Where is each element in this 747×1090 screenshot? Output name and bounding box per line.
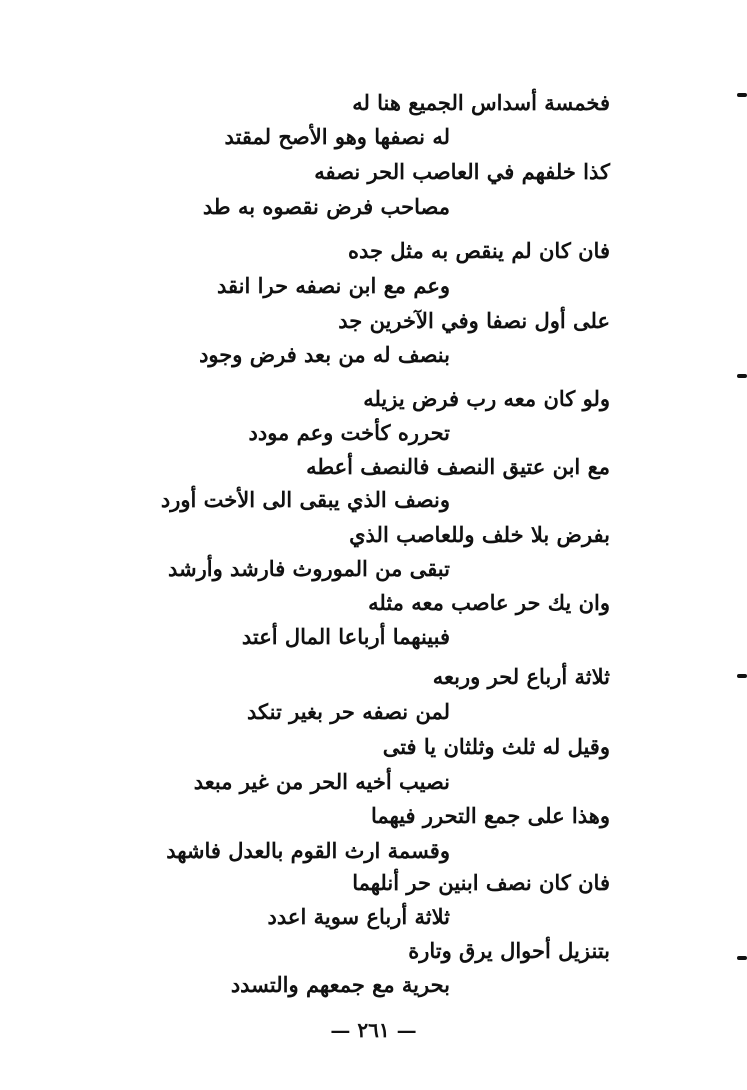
verse-first-hemistich: مع ابن عتيق النصف فالنصف أعطه (306, 454, 610, 479)
verse-second-hemistich: تبقى من الموروث فارشد وأرشد (168, 556, 450, 581)
verse-first-hemistich: بتنزيل أحوال يرق وتارة (408, 938, 610, 963)
verse-second-hemistich: ثلاثة أرباع سوية اعدد (267, 904, 450, 929)
margin-mark (737, 374, 747, 378)
verse-first-hemistich: وقيل له ثلث وثلثان يا فتى (382, 734, 610, 759)
verse-second-hemistich: فبينهما أرباعا المال أعتد (241, 624, 450, 649)
verse-first-hemistich: بفرض بلا خلف وللعاصب الذي (349, 522, 610, 547)
verse-first-hemistich: فان كان نصف ابنين حر أنلهما (352, 870, 610, 895)
verse-second-hemistich: تحرره كأخت وعم مودد (248, 420, 450, 445)
verse-second-hemistich: بنصف له من بعد فرض وجود (199, 342, 450, 367)
verse-first-hemistich: ولو كان معه رب فرض يزيله (363, 386, 610, 411)
verse-second-hemistich: وقسمة ارث القوم بالعدل فاشهد (166, 838, 450, 863)
verse-second-hemistich: وعم مع ابن نصفه حرا انقد (217, 273, 450, 298)
verse-second-hemistich: له نصفها وهو الأصح لمقتد (224, 124, 450, 149)
verse-second-hemistich: بحرية مع جمعهم والتسدد (230, 972, 450, 997)
margin-mark (737, 93, 747, 97)
margin-mark (737, 674, 747, 678)
verse-second-hemistich: لمن نصفه حر بغير تنكد (247, 699, 450, 724)
verse-first-hemistich: على أول نصفا وفي الآخرين جد (338, 308, 610, 333)
verse-second-hemistich: مصاحب فرض نقصوه به طد (202, 194, 450, 219)
margin-mark (737, 956, 747, 960)
verse-first-hemistich: فخمسة أسداس الجميع هنا له (352, 90, 610, 115)
verse-first-hemistich: وهذا على جمع التحرر فيهما (370, 803, 610, 828)
verse-second-hemistich: ونصف الذي يبقى الى الأخت أورد (160, 487, 450, 512)
verse-second-hemistich: نصيب أخيه الحر من غير مبعد (193, 769, 450, 794)
verse-first-hemistich: وان يك حر عاصب معه مثله (368, 590, 610, 615)
verse-first-hemistich: فان كان لم ينقص به مثل جده (347, 238, 610, 263)
page-number: — ٢٦١ — (330, 1018, 417, 1042)
verse-first-hemistich: كذا خلفهم في العاصب الحر نصفه (314, 159, 610, 184)
verse-first-hemistich: ثلاثة أرباع لحر وربعه (432, 664, 610, 689)
